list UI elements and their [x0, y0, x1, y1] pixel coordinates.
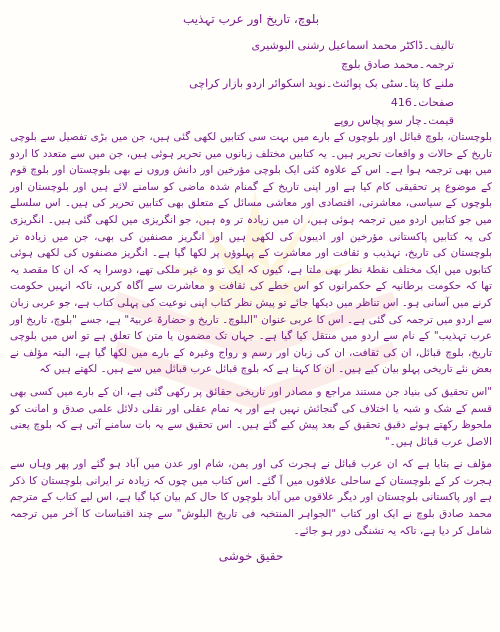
quote-paragraph: "اس تحقیق کی بنیاد جن مستند مراجع و مصادر اور تاریخی حقائق پر رکھی گئی ہے، ان کے بارے میں کسی بھی قسم کے شک و شبہ یا اختلاف کی گنجائش نہیں ہے اور یہ تمام عقلی اور نقلی دلائل علمی صدق و امانت کو ملحوظ رکھتے ہوئے دقیق تحقیق کے بعد پیش کیے گئے ہیں۔ اس تحقیق سے یہ بات سامنے آتی ہے کہ بلوچ یعنی الاصل عرب قبائل ہیں۔": [10, 385, 492, 448]
book-details: [10, 36, 454, 112]
paragraph-1: بلوچستان، بلوچ قبائل اور بلوچوں کے بارے میں بہت سی کتابیں لکھی گئی ہیں، جن میں بڑی تفصیل سے بلوچی تاریخ کے حالات و واقعات تحریر ہیں۔ یہ کتابیں مختلف زبانوں میں تحریر ہوئی ہیں، جن میں سے متعدد کا اردو میں بھی ترجمہ ہوا ہے۔ اس کے علاوہ کئی ایک بلوچی مؤرخین اور دانش وروں نے بھی بلوچستان اور بلوچ قوم کے موضوع پر تحقیقی کام کیا ہے اور اپنی تاریخ کے گمنام شدہ ماضی کو سامنے لائے ہیں اور بلوچستان اور بلوچوں کے سیاسی، معاشرتی، اقتصادی اور معاشی مسائل کے متعلق بھی کتابیں تحریر کی ہیں۔ اس سلسلے میں جو کتابیں اردو میں ترجمہ ہوئی ہیں، ان میں زیادہ تر وہ ہیں، جو انگریزی میں لکھی گئی ہیں۔ انگریزی کی یہ کتابیں پاکستانی مؤرخین اور ادیبوں کی لکھی ہیں اور انگریز مصنفین کی بھی، جن میں زیادہ تر بلوچستان کی تاریخ، تہذیب و ثقافت اور معاشرت کے پہلوؤں پر لکھا گیا ہے۔ انگریز مصنفوں کی لکھی ہوئی کتابوں میں ایک مختلف نقطۂ نظر بھی ملتا ہے، کیوں کہ ایک تو وہ غیر ملکی تھے، دوسرا یہ کہ ان کا مقصد یہ تھا کہ حکومت برطانیہ کے حکمرانوں کو اس خطے کی ثقافت و معاشرت سے آگاہ کریں، تاکہ انہیں حکومت کرنے میں آسانی ہو۔ اس تناظر میں دیکھا جائے تو پیش نظر کتاب اپنی نوعیت کی پہلی کتاب ہے، جو عربی زبان سے اردو میں ترجمہ کی گئی ہے۔ اس کا عربی عنوان "البلوچ۔ تاریخ و حضارۃ عربیۃ" ہے، جسے "بلوچ، تاریخ اور عرب تہذیب" کے نام سے اردو میں منتقل کیا گیا ہے۔ جہاں تک مضمون یا متن کا تعلق ہے تو اس میں بلوچی تاریخ، بلوچ قبائل، ان کی ثقافت، ان کی زبان اور رسم و رواج وغیرہ کے بارے میں لکھا گیا ہے، البتہ مؤلف نے بعض نئے تاریخی پہلو بیان کیے ہیں۔ ان کا کہنا ہے کہ بلوچ قبائل عرب قبائل میں سے ہیں۔ لکھتے ہیں کہ: [10, 131, 492, 376]
translator-line: ترجمہ۔محمد صادق بلوچ: [341, 58, 454, 71]
price-line: قیمت۔چار سو پچاس روپے: [333, 114, 454, 127]
author-line: تالیف۔ڈاکٹر محمد اسماعیل رشنی البوشیری: [251, 39, 454, 52]
publisher-line: ملنے کا پتا۔سٹی بک پوائنٹ۔نوید اسکوائر اردو بازار کراچی: [189, 77, 454, 90]
paragraph-3: مؤلف نے بتایا ہے کہ ان عرب قبائل نے ہجرت کی اور یمن، شام اور عدن میں آباد ہو گئے اور پھر وہاں سے ہجرت کر کے بلوچستان کے ساحلی علاقوں میں آ گئے۔ اس کتاب میں چوں کہ زیادہ تر ایرانی بلوچستان کا ذکر ہے اور پاکستانی بلوچستان اور دیگر علاقوں میں آباد بلوچوں کا حال کم بیان کیا گیا ہے، اس لیے کتاب کے مترجم محمد صادق بلوچ نے ایک اور کتاب "الجواہر المنتخبہ فی تاریخ البلوش" سے چند اقتباسات کا آخر میں ترجمہ شامل کر دیا ہے، تاکہ یہ تشنگی دور ہو جائے۔: [10, 458, 492, 537]
pages-line: صفحات۔416: [390, 96, 454, 109]
book-title: بلوچ، تاریخ اور عرب تہذیب: [182, 12, 320, 26]
reviewer-signature: حقیق خوشی: [218, 549, 284, 564]
